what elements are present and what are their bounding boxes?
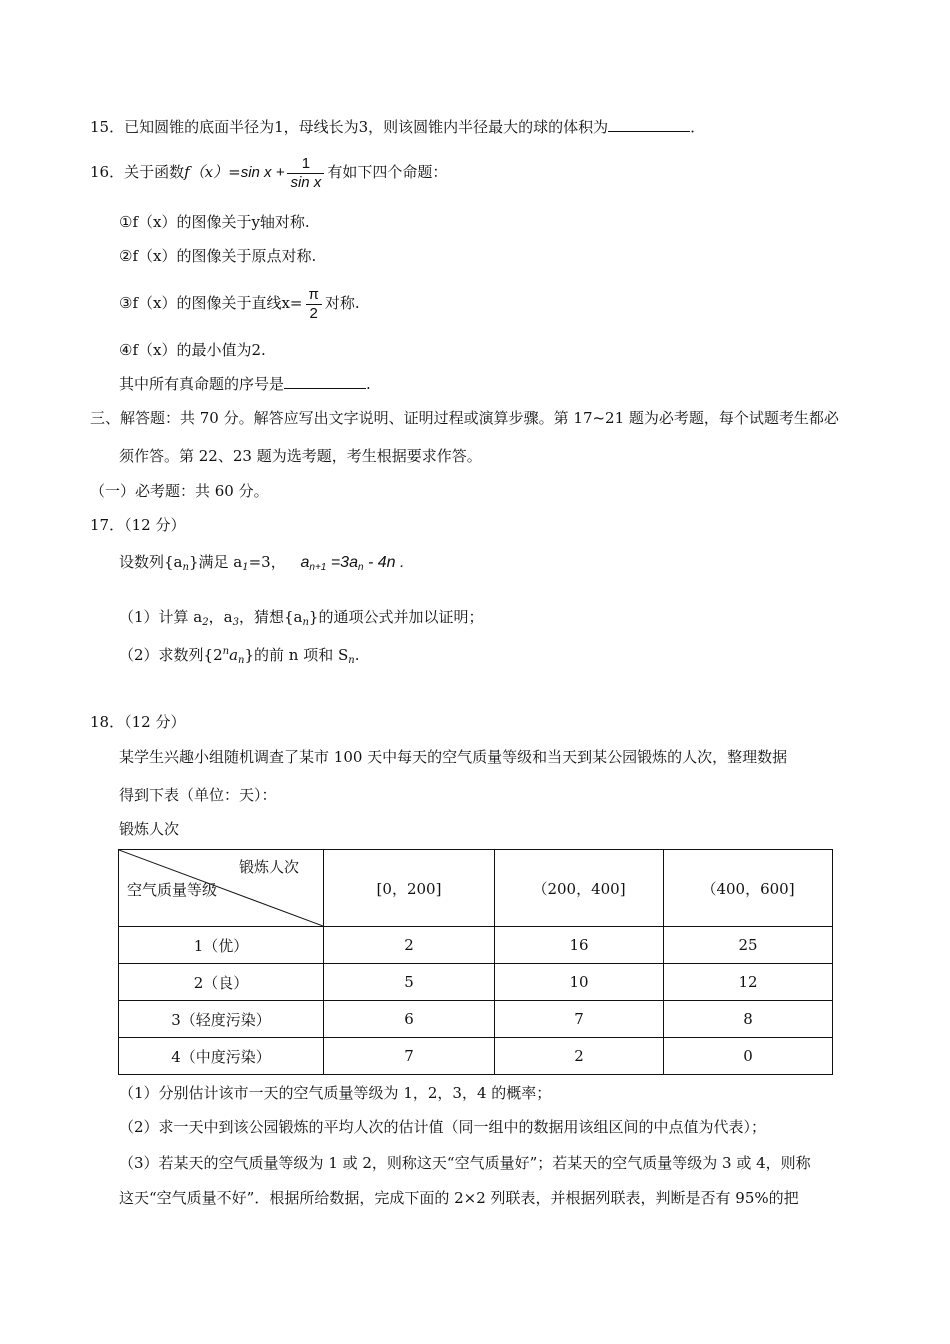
- section3-required: （一）必考题：共 60 分。: [90, 482, 269, 500]
- row-label: 3（轻度污染）: [119, 1001, 324, 1038]
- q17-part2: （2）求数列$\{2^na_n\}$的前 n 项和 $S_n$.: [119, 646, 360, 666]
- table-cell: 25: [664, 927, 833, 964]
- q18-part2: （2）求一天中到该公园锻炼的平均人次的估计值（同一组中的数据用该组区间的中点值为代表）；: [119, 1118, 767, 1136]
- q16-intro: 16．关于函数f（x）=sin x + $\frac{1}{\text{sin x}}$ 有如下四个命题：: [90, 154, 448, 191]
- q16-prop-3: ③f（x）的图像关于直线x= $\frac{\pi}{2}$ 对称.: [119, 285, 360, 322]
- table-header-row: [119, 850, 833, 927]
- q15-answer-blank[interactable]: [608, 117, 690, 132]
- diagonal-header-cell: [119, 850, 324, 927]
- header-air-quality: 空气质量等级: [127, 881, 218, 899]
- row-label: 1（优）: [119, 927, 324, 964]
- q17-part1: （1）计算 $a_2$，$a_3$，猜想$\{a_n\}$的通项公式并加以证明；: [119, 608, 484, 628]
- air-quality-table: [118, 849, 833, 1075]
- q16-prop-4: ④f（x）的最小值为2.: [119, 341, 266, 359]
- row-label: 4（中度污染）: [119, 1038, 324, 1075]
- header-exercise-count: 锻炼人次: [238, 858, 299, 876]
- pi-over-2-fraction: $\frac{\pi}{2}$: [306, 286, 322, 323]
- column-header: [0，200]: [324, 850, 495, 927]
- q16-ask: 其中所有真命题的序号是 .: [119, 375, 371, 393]
- table-cell: 6: [324, 1001, 495, 1038]
- section3-line2: 须作答。第 22、23 题为选考题，考生根据要求作答。: [119, 447, 482, 465]
- q18-part1: （1）分别估计该市一天的空气质量等级为 1，2，3，4 的概率；: [119, 1084, 552, 1102]
- q18-part3-line2: 这天“空气质量不好”．根据所给数据，完成下面的 2×2 列联表，并根据列联表，判断是否有 95%的把: [119, 1189, 799, 1207]
- table-cell: 2: [324, 927, 495, 964]
- table-row: [119, 927, 833, 964]
- table-cell: 7: [324, 1038, 495, 1075]
- table-row: [119, 964, 833, 1001]
- q16-fraction: $\frac{1}{\text{sin x}}$: [287, 155, 324, 192]
- table-row: [119, 1038, 833, 1075]
- column-header: （400，600]: [664, 850, 833, 927]
- sin-x-term: sin x +: [240, 164, 285, 181]
- q15-text: 15．已知圆锥的底面半径为1，母线长为3，则该圆锥内半径最大的球的体积为: [90, 118, 609, 136]
- q18-title: 18．（12 分）: [90, 713, 186, 731]
- q16-prop-1: ①f（x）的图像关于y轴对称.: [119, 213, 310, 231]
- recurrence-formula: $a_{n+1} =3a_n - 4n$ .: [300, 554, 405, 573]
- q16-prop-2: ②f（x）的图像关于原点对称.: [119, 247, 317, 265]
- table-cell: 7: [495, 1001, 664, 1038]
- table-cell: 5: [324, 964, 495, 1001]
- table-cell: 8: [664, 1001, 833, 1038]
- q18-desc-1: 某学生兴趣小组随机调查了某市 100 天中每天的空气质量等级和当天到某公园锻炼的人次，整理数据: [119, 748, 788, 766]
- table-cell: 10: [495, 964, 664, 1001]
- table-cell: 2: [495, 1038, 664, 1075]
- section3-heading: 三、解答题：共 70 分。解答应写出文字说明、证明过程或演算步骤。第 17~21 题为必考题，每个试题考生都必: [90, 409, 839, 427]
- table-cell: 16: [495, 927, 664, 964]
- table-cell: 0: [664, 1038, 833, 1075]
- row-label: 2（良）: [119, 964, 324, 1001]
- column-header: （200，400]: [495, 850, 664, 927]
- q17-title: 17．（12 分）: [90, 516, 186, 534]
- q17-given: 设数列$\{a_n\}$满足 $a_1=3$， $a_{n+1} =3a_n - 4n$ .: [119, 553, 405, 573]
- table-row: [119, 1001, 833, 1038]
- table-cell: 12: [664, 964, 833, 1001]
- q16-answer-blank[interactable]: [284, 374, 366, 389]
- q18-part3-line1: （3）若某天的空气质量等级为 1 或 2，则称这天“空气质量好”；若某天的空气质量等级为 3 或 4，则称: [119, 1154, 811, 1172]
- q18-table-caption: 锻炼人次: [119, 820, 180, 838]
- q18-desc-2: 得到下表（单位：天）：: [119, 786, 277, 804]
- q15-line: 15．已知圆锥的底面半径为1，母线长为3，则该圆锥内半径最大的球的体积为 ．: [90, 118, 706, 136]
